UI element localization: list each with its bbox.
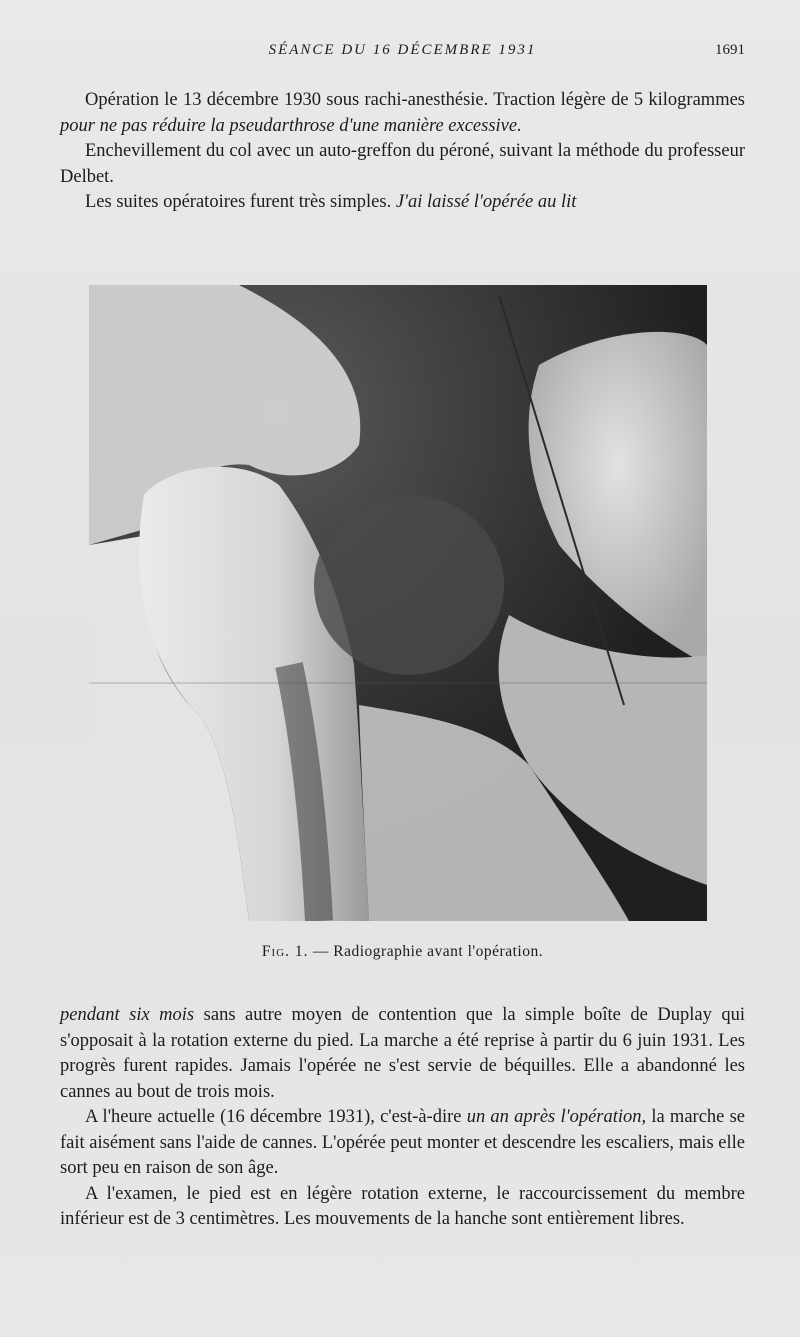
figure-caption-text: — Radiographie avant l'opération. <box>308 943 544 960</box>
text-block-top <box>60 88 745 216</box>
paragraph: Enchevillement du col avec un auto-greffon du péroné, suivant la méthode du professeur Delbet. <box>60 141 745 187</box>
page-number: 1691 <box>715 42 745 58</box>
radiograph-image <box>89 285 707 921</box>
text-block-bottom <box>60 1003 745 1233</box>
running-title: SÉANCE DU 16 DÉCEMBRE 1931 <box>268 42 537 58</box>
running-header <box>60 42 745 66</box>
paragraph: Opération le 13 décembre 1930 sous rachi-anesthésie. Traction légère de 5 kilogrammes pour ne pas réduire la pseudarthrose d'une manière excessive. <box>60 90 745 136</box>
paragraph: pendant six mois sans autre moyen de contention que la simple boîte de Duplay qui s'opposait à la rotation externe du pied. La marche a été reprise à partir du 6 juin 1931. Les progrès furent rapides. Jamais l'opérée ne s'est servie de béquilles. Elle a abandonné les cannes au bout de trois mois. <box>60 1005 745 1102</box>
paragraph: A l'heure actuelle (16 décembre 1931), c'est-à-dire un an après l'opération, la marche se fait aisément sans l'aide de cannes. L'opérée peut monter et descendre les escaliers, mais elle sort peu en raison de son âge. <box>60 1107 745 1178</box>
figure-caption <box>60 943 745 961</box>
paragraph: Les suites opératoires furent très simples. J'ai laissé l'opérée au lit <box>85 192 577 212</box>
figure-label: Fig. 1. <box>261 943 309 960</box>
paragraph: A l'examen, le pied est en légère rotation externe, le raccourcissement du membre inférieur est de 3 centimètres. Les mouvements de la hanche sont entièrement libres. <box>60 1183 745 1229</box>
radiograph-figure <box>89 285 707 921</box>
